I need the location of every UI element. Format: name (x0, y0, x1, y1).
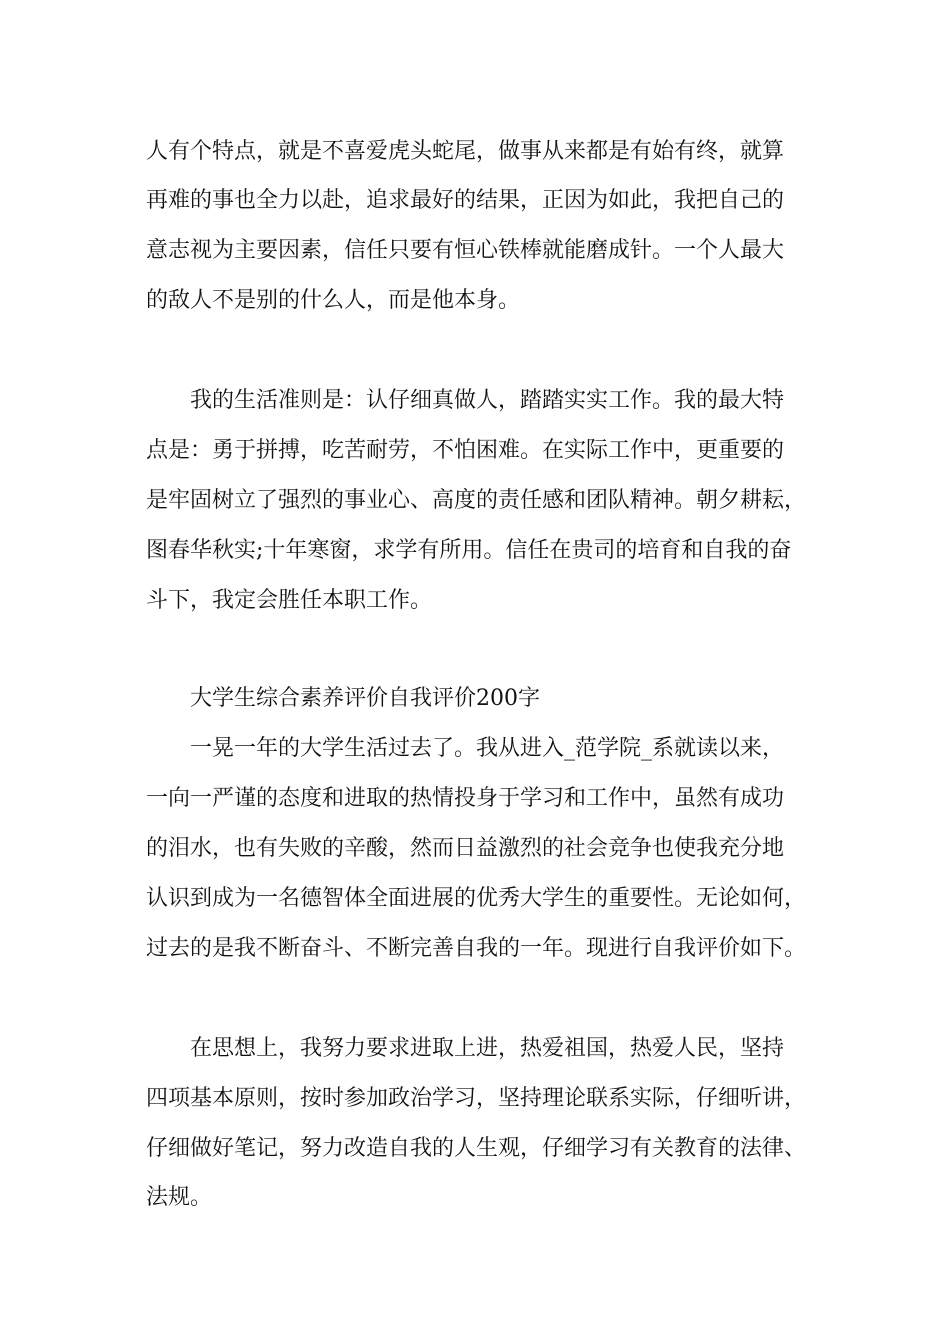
text-line: 一晃一年的大学生活过去了。我从进入_范学院_系就读以来， (190, 736, 785, 761)
section-heading: 大学生综合素养评价自我评价200字 (190, 686, 540, 711)
text-line: 认识到成为一名德智体全面进展的优秀大学生的重要性。无论如何， (146, 886, 807, 911)
text-line: 一向一严谨的态度和进取的热情投身于学习和工作中，虽然有成功 (146, 786, 785, 811)
text-line: 图春华秋实;十年寒窗，求学有所用。信任在贵司的培育和自我的奋 (146, 538, 792, 563)
text-line: 我的生活准则是：认仔细真做人，踏踏实实工作。我的最大特 (190, 388, 785, 413)
text-line: 在思想上，我努力要求进取上进，热爱祖国，热爱人民，坚持 (190, 1036, 785, 1061)
text-line: 意志视为主要因素，信任只要有恒心铁棒就能磨成针。一个人最大 (146, 238, 785, 263)
text-line: 人有个特点，就是不喜爱虎头蛇尾，做事从来都是有始有终，就算 (146, 139, 785, 164)
text-line: 仔细做好笔记，努力改造自我的人生观，仔细学习有关教育的法律、 (146, 1136, 807, 1161)
text-line: 是牢固树立了强烈的事业心、高度的责任感和团队精神。朝夕耕耘， (146, 488, 807, 513)
text-line: 过去的是我不断奋斗、不断完善自我的一年。现进行自我评价如下。 (146, 936, 807, 961)
text-line: 再难的事也全力以赴，追求最好的结果，正因为如此，我把自己的 (146, 188, 785, 213)
text-line: 斗下，我定会胜任本职工作。 (146, 588, 433, 613)
text-line: 法规。 (146, 1185, 213, 1210)
text-line: 四项基本原则，按时参加政治学习，坚持理论联系实际，仔细听讲， (146, 1086, 807, 1111)
text-line: 的敌人不是别的什么人，而是他本身。 (146, 288, 521, 313)
text-line: 的泪水，也有失败的辛酸，然而日益激烈的社会竞争也使我充分地 (146, 836, 785, 861)
text-line: 点是：勇于拼搏，吃苦耐劳，不怕困难。在实际工作中，更重要的 (146, 438, 785, 463)
